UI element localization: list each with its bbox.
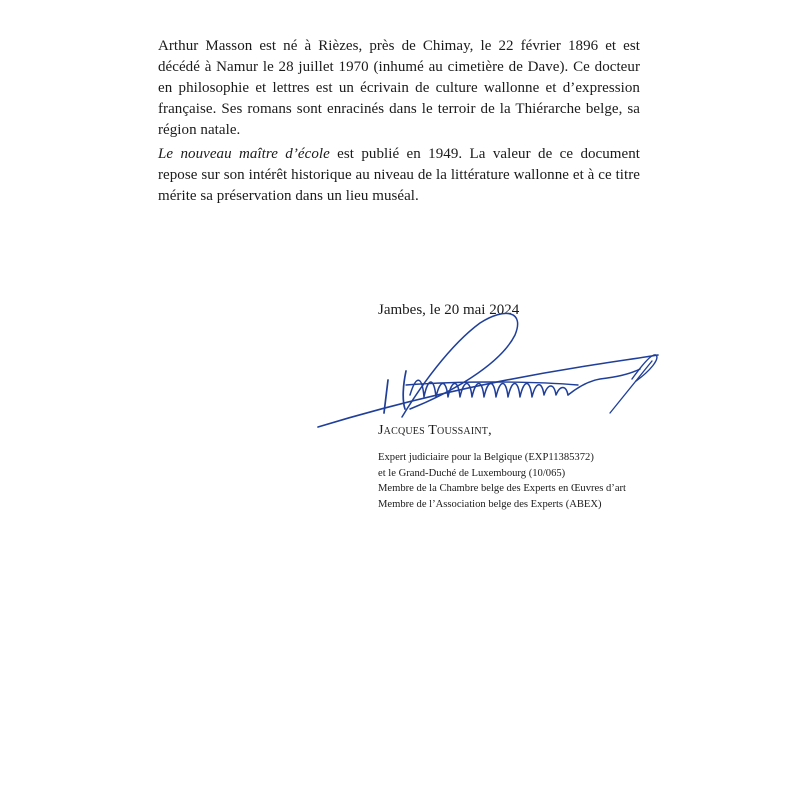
paragraph-biography: Arthur Masson est né à Rièzes, près de Chimay, le 22 février 1896 et est décédé à Namur le 28 juillet 1970 (inhumé au cimetière de Dave). Ce docteur en philosophie et lettres est un écrivain de culture wallonne et d’expression française. Ses romans sont enracinés dans le terroir de la Thiérarche belge, sa région natale.	[158, 38, 640, 138]
credential-line: Membre de l’Association belge des Experts (ABEX)	[378, 498, 602, 510]
credential-line: Expert judiciaire pour la Belgique (EXP11385372)	[378, 452, 594, 463]
signer-name: Jacques Toussaint,	[378, 423, 492, 438]
handwritten-signature	[310, 305, 670, 435]
credential-line: et le Grand-Duché de Luxembourg (10/065)	[378, 467, 566, 479]
credential-line: Membre de la Chambre belge des Experts en Œuvres d’art	[378, 483, 626, 494]
paragraph-document-value	[158, 144, 640, 207]
signer-credentials	[378, 450, 626, 512]
paragraph-document-value-text: est publié en 1949. La valeur de ce document repose sur son intérêt historique au niveau de la littérature wallonne et à ce titre mérite sa préservation dans un lieu muséal.	[158, 146, 640, 204]
book-title: Le nouveau maître d’école	[158, 146, 330, 162]
place-date-line: Jambes, le 20 mai 2024	[378, 302, 520, 318]
